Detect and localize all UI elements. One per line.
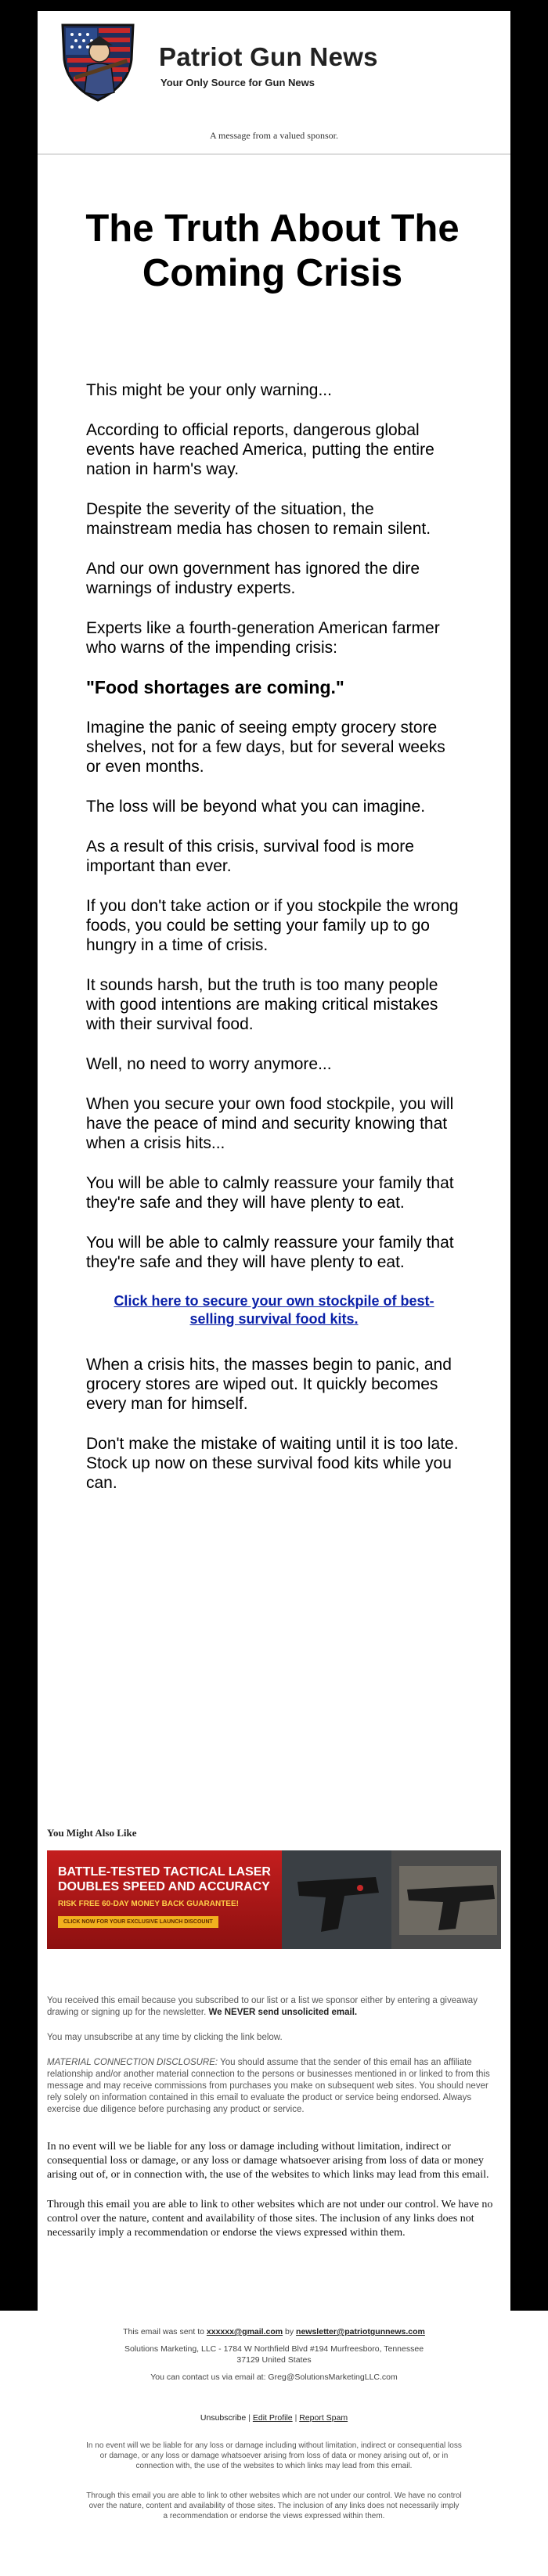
article-body bbox=[86, 380, 462, 1513]
brand-title: Patriot Gun News bbox=[159, 42, 378, 71]
article-paragraph: The loss will be beyond what you can imagine. bbox=[86, 798, 426, 816]
article-paragraph: Don't make the mistake of waiting until it is too late. Stock up now on these survival food kits while you can. bbox=[86, 1435, 459, 1492]
article-paragraph: You will be able to calmly reassure your family that they're safe and they will have plenty to eat. bbox=[86, 1174, 454, 1212]
email-card bbox=[38, 11, 510, 2311]
ad-red-panel bbox=[47, 1850, 282, 1949]
unsubscribe-link[interactable]: Unsubscribe bbox=[200, 2413, 247, 2423]
ad-headline: BATTLE-TESTED TACTICAL LASER DOUBLES SPEED AND ACCURACY bbox=[58, 1865, 271, 1893]
bottom-liability-notice: In no event will we be liable for any loss or damage including without limitation, indirect or consequential loss or damage, or any loss or damage whatsoever arising from loss of data or money arising out of, or in connection with, the use of the websites to which links may lead from this email. bbox=[86, 2441, 462, 2470]
stockpile-cta-link[interactable]: Click here to secure your own stockpile of best-selling survival food kits. bbox=[114, 1293, 434, 1327]
article-paragraph: And our own government has ignored the dire warnings of industry experts. bbox=[86, 560, 420, 597]
liability-notice: In no event will we be liable for any loss or damage including without limitation, indirect or consequential loss or damage, or any loss or damage whatsoever arising from loss of data or money arising out of, or in connection with, the use of the websites to which links may lead from this email. bbox=[47, 2141, 489, 2181]
article-paragraph: According to official reports, dangerous global events have reached America, putting the entire nation in harm's way. bbox=[86, 421, 434, 478]
sent-to-line bbox=[78, 2326, 470, 2337]
ad-guarantee: RISK FREE 60-DAY MONEY BACK GUARANTEE! bbox=[58, 1900, 239, 1908]
disclosure-label: MATERIAL CONNECTION DISCLOSURE: bbox=[47, 2058, 218, 2067]
no-spam-statement: We NEVER send unsolicited email. bbox=[208, 2008, 358, 2017]
unsubscribe-note: You may unsubscribe at any time by clicking the link below. bbox=[47, 2033, 283, 2042]
material-disclosure bbox=[47, 2057, 501, 2116]
subscription-notice-text: You received this email because you subscribed to our list or a list we sponsor either by entering a giveaway drawing or signing up for the newsletter. bbox=[47, 1996, 478, 2017]
article-paragraph: This might be your only warning... bbox=[86, 381, 332, 399]
company-address-line2: 37129 United States bbox=[236, 2355, 312, 2365]
company-address bbox=[78, 2344, 470, 2365]
sent-by: by bbox=[285, 2327, 294, 2336]
report-spam-link[interactable]: Report Spam bbox=[299, 2413, 348, 2423]
pistol-laser-image bbox=[282, 1850, 501, 1949]
third-party-notice: Through this email you are able to link to other websites which are not under our control. We have no control over the nature, content and availability of those sites. The inclusion of any links does not necessarily imply a recommendation or endorse the views expressed within them. bbox=[47, 2199, 493, 2239]
sent-prefix: This email was sent to bbox=[123, 2327, 204, 2336]
article-paragraph: Well, no need to worry anymore... bbox=[86, 1055, 332, 1073]
subscription-notice bbox=[47, 1995, 501, 2019]
brand-tagline: Your Only Source for Gun News bbox=[160, 77, 315, 88]
contact-line: You can contact us via email at: Greg@SolutionsMarketingLLC.com bbox=[150, 2372, 398, 2382]
article-paragraph: It sounds harsh, but the truth is too many people with good intentions are making critical mistakes with their survival food. bbox=[86, 976, 438, 1033]
disclosure-text: You should assume that the sender of this email has an affiliate relationship and/or another material connection to the persons or businesses mentioned in or linked to from this message and may receive commissions from purchases you make on subsequent web sites. You should never rely solely on information contained in this email to evaluate the product or service being endorsed. Always exercise due diligence before purchasing any product or service. bbox=[47, 2058, 490, 2114]
edit-profile-link[interactable]: Edit Profile bbox=[252, 2413, 293, 2423]
link-separator: | bbox=[248, 2413, 251, 2423]
company-address-line1: Solutions Marketing, LLC - 1784 W Northfield Blvd #194 Murfreesboro, Tennessee bbox=[124, 2344, 424, 2354]
sponsor-note: A message from a valued sponsor. bbox=[210, 130, 338, 141]
patriot-shield-logo bbox=[56, 20, 139, 102]
article-headline: The Truth About The Coming Crisis bbox=[85, 207, 460, 294]
header-divider bbox=[38, 153, 510, 155]
quote-paragraph: "Food shortages are coming." bbox=[86, 677, 344, 697]
related-section-title: You Might Also Like bbox=[47, 1827, 137, 1839]
article-paragraph: Experts like a fourth-generation American farmer who warns of the impending crisis: bbox=[86, 619, 440, 657]
sender-email-link[interactable]: newsletter@patriotgunnews.com bbox=[296, 2327, 425, 2336]
article-paragraph: As a result of this crisis, survival food is more important than ever. bbox=[86, 838, 414, 875]
article-paragraph: Despite the severity of the situation, the mainstream media has chosen to remain silent. bbox=[86, 500, 431, 538]
footer-links bbox=[78, 2412, 470, 2423]
tactical-laser-ad-banner[interactable] bbox=[47, 1850, 501, 1949]
article-paragraph: When a crisis hits, the masses begin to panic, and grocery stores are wiped out. It quickly becomes every man for himself. bbox=[86, 1356, 452, 1413]
bottom-third-party-notice: Through this email you are able to link to other websites which are not under our control. We have no control over the nature, content and availability of those sites. The inclusion of any links does not necessarily imply a recommendation or endorse the views expressed within them. bbox=[86, 2491, 462, 2520]
ad-discount-button[interactable]: CLICK NOW FOR YOUR EXCLUSIVE LAUNCH DISCOUNT bbox=[58, 1916, 218, 1928]
article-paragraph: If you don't take action or if you stockpile the wrong foods, you could be setting your family up to go hungry in a time of crisis. bbox=[86, 897, 459, 954]
article-paragraph: Imagine the panic of seeing empty grocery store shelves, not for a few days, but for several weeks or even months. bbox=[86, 719, 445, 776]
recipient-email-link[interactable]: xxxxxx@gmail.com bbox=[206, 2327, 283, 2336]
article-paragraph: When you secure your own food stockpile, you will have the peace of mind and security knowing that when a crisis hits... bbox=[86, 1095, 454, 1152]
article-paragraph: You will be able to calmly reassure your family that they're safe and they will have plenty to eat. bbox=[86, 1234, 454, 1271]
link-separator: | bbox=[294, 2413, 297, 2423]
